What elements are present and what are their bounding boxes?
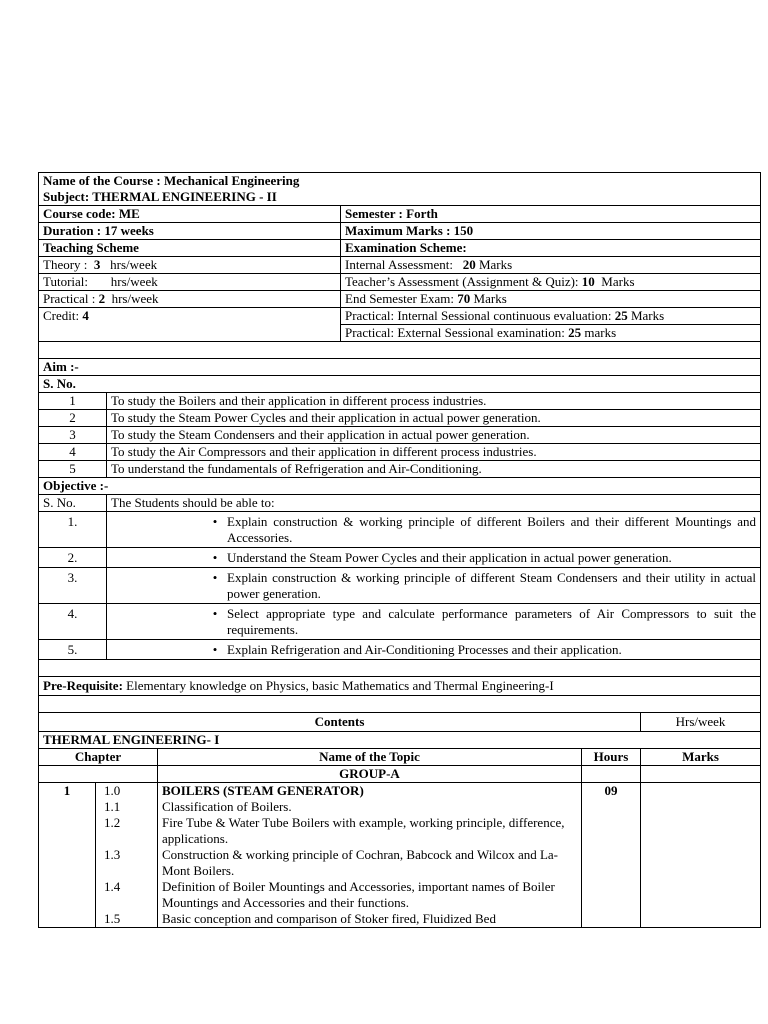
aim-row: 4 To study the Air Compressors and their application in different process industries. bbox=[39, 444, 761, 461]
bullet-icon: • bbox=[212, 514, 218, 529]
course-info-table bbox=[38, 172, 761, 359]
chapter-hours: 09 bbox=[582, 783, 641, 928]
section-heading: THERMAL ENGINEERING- I bbox=[39, 732, 761, 749]
aim-row: 2 To study the Steam Power Cycles and their application in actual power generation. bbox=[39, 410, 761, 427]
contents-table bbox=[38, 713, 761, 928]
teacher-assessment: Teacher’s Assessment (Assignment & Quiz): 10 Marks bbox=[341, 274, 761, 291]
topic-item: Construction & working principle of Cochran, Babcock and Wilcox and La-Mont Boilers. bbox=[162, 847, 558, 878]
topic-list bbox=[158, 783, 582, 928]
duration: Duration : 17 weeks bbox=[39, 223, 341, 240]
tutorial-hours: Tutorial: hrs/week bbox=[39, 274, 341, 291]
objective-sno-heading: S. No. bbox=[39, 495, 107, 512]
spacer-row bbox=[39, 696, 761, 713]
objective-row: 1. • Explain construction & working principle of different Boilers and their different Mountings and Accessories. bbox=[39, 512, 761, 548]
spacer-row bbox=[39, 660, 761, 677]
objective-row: 4. • Select appropriate type and calculate performance parameters of Air Compressors to suit the requirements. bbox=[39, 604, 761, 640]
examination-scheme-heading: Examination Scheme: bbox=[341, 240, 761, 257]
teaching-scheme-heading: Teaching Scheme bbox=[39, 240, 341, 257]
practical-external: Practical: External Sessional examination: 25 marks bbox=[341, 325, 761, 342]
chapter-number: 1 bbox=[39, 783, 96, 928]
contents-heading: Contents bbox=[39, 713, 641, 732]
semester: Semester : Forth bbox=[341, 206, 761, 223]
objective-row: 3. • Explain construction & working principle of different Steam Condensers and their utility in actual power generation. bbox=[39, 568, 761, 604]
course-code: Course code: ME bbox=[39, 206, 341, 223]
aim-row: 1 To study the Boilers and their application in different process industries. bbox=[39, 393, 761, 410]
internal-assessment: Internal Assessment: 20 Marks bbox=[341, 257, 761, 274]
topic-item: Basic conception and comparison of Stoker fired, Fluidized Bed bbox=[162, 911, 496, 926]
prerequisite: Pre-Requisite: Elementary knowledge on Physics, basic Mathematics and Thermal Engineering-I bbox=[39, 677, 761, 696]
bullet-icon: • bbox=[212, 606, 218, 621]
theory-hours: Theory : 3 hrs/week bbox=[39, 257, 341, 274]
bullet-icon: • bbox=[212, 642, 218, 657]
topic-item: Classification of Boilers. bbox=[162, 799, 292, 814]
practical-internal: Practical: Internal Sessional continuous evaluation: 25 Marks bbox=[341, 308, 761, 325]
spacer-row bbox=[39, 342, 761, 359]
objective-heading: Objective :- bbox=[39, 478, 761, 495]
group-heading: GROUP-A bbox=[158, 766, 582, 783]
hours-column-header: Hours bbox=[582, 749, 641, 766]
bullet-icon: • bbox=[212, 570, 218, 585]
credit: Credit: 4 bbox=[39, 308, 341, 342]
subject-name: Subject: THERMAL ENGINEERING - II bbox=[43, 189, 277, 204]
chapter-column-header: Chapter bbox=[39, 749, 158, 766]
topic-numbers: 1.0 1.1 1.2 1.3 1.4 1.5 bbox=[96, 783, 158, 928]
course-name-row bbox=[39, 173, 761, 206]
aim-objective-table bbox=[38, 359, 761, 713]
objective-row: 5. • Explain Refrigeration and Air-Conditioning Processes and their application. bbox=[39, 640, 761, 660]
topic-column-header: Name of the Topic bbox=[158, 749, 582, 766]
chapter-marks bbox=[641, 783, 761, 928]
syllabus-document bbox=[38, 172, 760, 928]
course-name: Name of the Course : Mechanical Engineering bbox=[43, 173, 300, 188]
end-semester-exam: End Semester Exam: 70 Marks bbox=[341, 291, 761, 308]
group-spacer bbox=[39, 766, 158, 783]
aim-sno-heading: S. No. bbox=[39, 376, 761, 393]
hrs-week-heading: Hrs/week bbox=[641, 713, 761, 732]
objective-row: 2. • Understand the Steam Power Cycles and their application in actual power generation. bbox=[39, 548, 761, 568]
aim-row: 3 To study the Steam Condensers and their application in actual power generation. bbox=[39, 427, 761, 444]
aim-heading: Aim :- bbox=[39, 359, 761, 376]
maximum-marks: Maximum Marks : 150 bbox=[341, 223, 761, 240]
bullet-icon: • bbox=[212, 550, 218, 565]
topic-item: Fire Tube & Water Tube Boilers with example, working principle, difference, applications. bbox=[162, 815, 565, 846]
objective-intro: The Students should be able to: bbox=[107, 495, 761, 512]
aim-row: 5 To understand the fundamentals of Refrigeration and Air-Conditioning. bbox=[39, 461, 761, 478]
topic-item: Definition of Boiler Mountings and Accessories, important names of Boiler Mountings and Accessories and their functions. bbox=[162, 879, 555, 910]
practical-hours: Practical : 2 hrs/week bbox=[39, 291, 341, 308]
chapter-title: BOILERS (STEAM GENERATOR) bbox=[162, 783, 364, 798]
marks-column-header: Marks bbox=[641, 749, 761, 766]
